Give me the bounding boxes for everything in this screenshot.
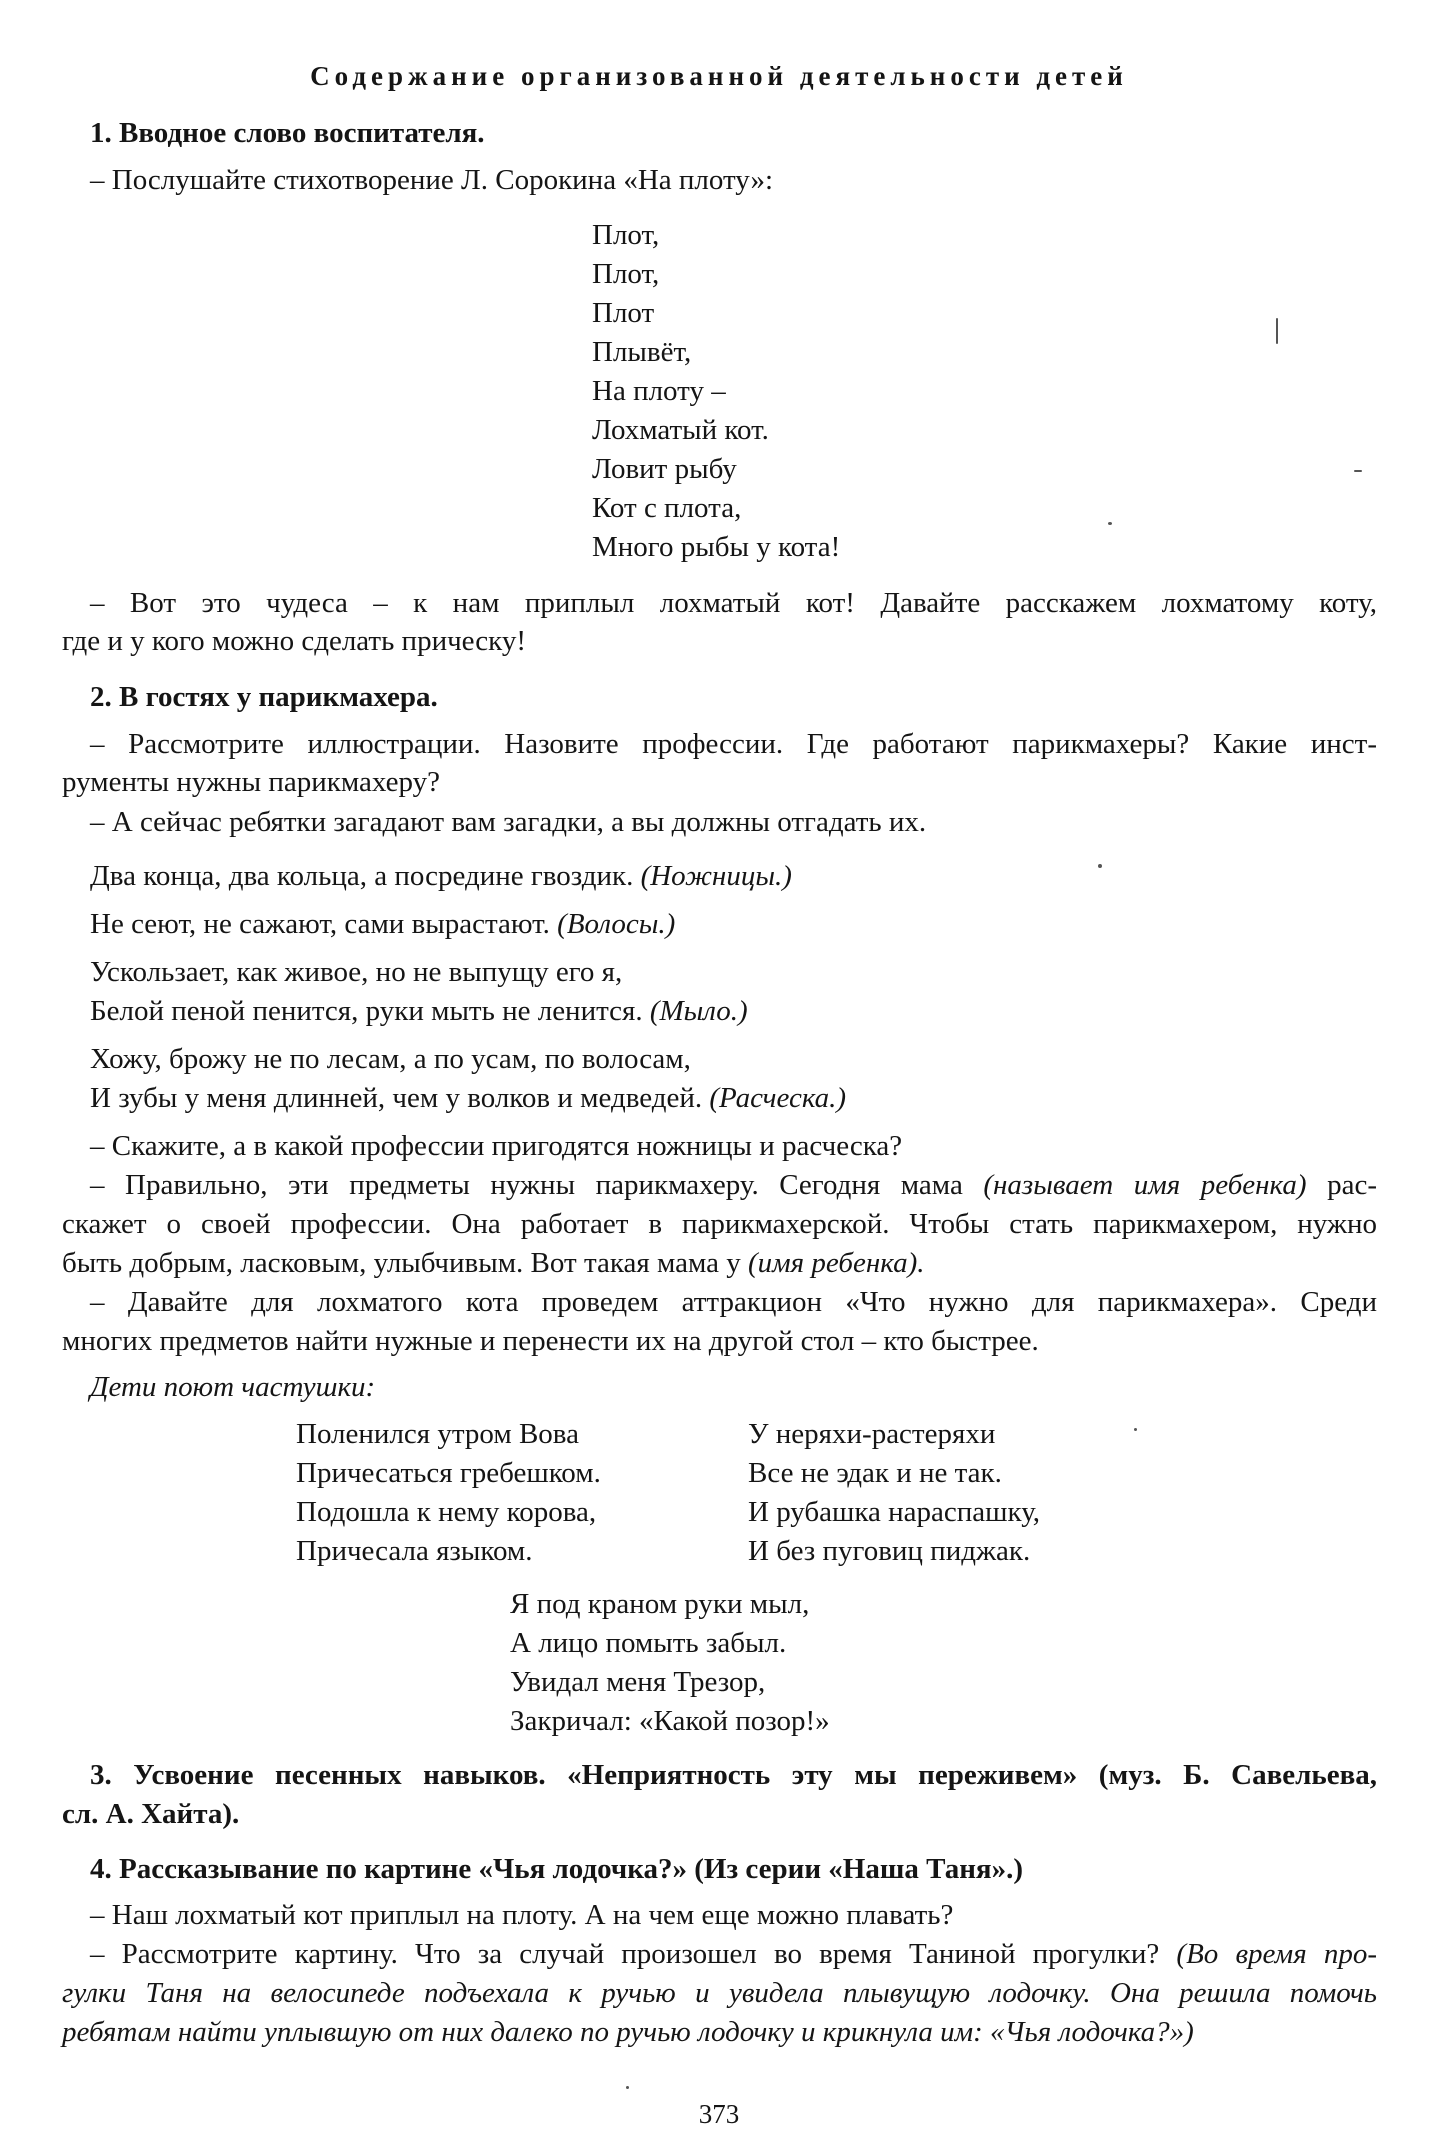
verse-line: Причесала языком. bbox=[296, 1535, 533, 1567]
verse-line: А лицо помыть забыл. bbox=[510, 1627, 787, 1659]
scan-mark bbox=[1354, 470, 1362, 472]
riddle-line: Белой пеной пенится, руки мыть не ленится. (Мыло.) bbox=[90, 995, 748, 1027]
paragraph-line: – Давайте для лохматого кота проведем аттракцион «Что нужно для парикмахера». Среди bbox=[90, 1286, 1377, 1318]
scan-mark bbox=[1134, 1428, 1137, 1431]
verse-line: Закричал: «Какой позор!» bbox=[510, 1705, 830, 1737]
paragraph-line: ребятам найти уплывшую от них далеко по ручью лодочку и крикнула им: «Чья лодочка?») bbox=[62, 2016, 1194, 2048]
verse-line: У неряхи-растеряхи bbox=[748, 1418, 996, 1450]
paragraph-line: – Рассмотрите картину. Что за случай произошел во время Таниной прогулки? (Во время про- bbox=[90, 1938, 1377, 1970]
children-sing: Дети поют частушки: bbox=[90, 1371, 376, 1403]
paragraph-line: гулки Таня на велосипеде подъехала к ручью и увидела плывущую лодочку. Она решила помочь bbox=[62, 1977, 1377, 2009]
page-heading: Содержание организованной деятельности детей bbox=[310, 61, 1128, 91]
section-3-title: 3. Усвоение песенных навыков. «Неприятность эту мы переживем» (муз. Б. Савельева, bbox=[90, 1759, 1377, 1791]
poem-line: На плоту – bbox=[592, 375, 726, 407]
page-number: 373 bbox=[698, 2099, 740, 2129]
scan-mark bbox=[626, 2086, 629, 2089]
section-4-title: 4. Рассказывание по картине «Чья лодочка?» (Из серии «Наша Таня».) bbox=[90, 1853, 1023, 1885]
poem-line: Плот, bbox=[592, 258, 660, 290]
paragraph-line: – Наш лохматый кот приплыл на плоту. А на чем еще можно плавать? bbox=[90, 1899, 954, 1931]
paragraph-line: – Правильно, эти предметы нужны парикмахеру. Сегодня мама (называет имя ребенка) рас- bbox=[90, 1169, 1377, 1201]
poem-line: Кот с плота, bbox=[592, 492, 742, 524]
scan-mark bbox=[1098, 864, 1102, 868]
verse-line: Все не эдак и не так. bbox=[748, 1457, 1002, 1489]
riddle-line: Не сеют, не сажают, сами вырастают. (Волосы.) bbox=[90, 908, 676, 940]
paragraph-line: быть добрым, ласковым, улыбчивым. Вот такая мама у (имя ребенка). bbox=[62, 1247, 925, 1279]
verse-line: Причесаться гребешком. bbox=[296, 1457, 601, 1489]
verse-line: Поленился утром Вова bbox=[296, 1418, 579, 1450]
paragraph-line: рументы нужны парикмахеру? bbox=[62, 766, 440, 798]
paragraph-line: – Скажите, а в какой профессии пригодятся ножницы и расческа? bbox=[90, 1130, 903, 1162]
paragraph-line: – Вот это чудеса – к нам приплыл лохматый кот! Давайте расскажем лохматому коту, bbox=[90, 587, 1377, 619]
riddle-line: Хожу, брожу не по лесам, а по усам, по волосам, bbox=[90, 1043, 691, 1075]
paragraph-line: многих предметов найти нужные и перенести их на другой стол – кто быстрее. bbox=[62, 1325, 1039, 1357]
riddle-answer: (Ножницы.) bbox=[640, 860, 792, 892]
riddle-answer: (Волосы.) bbox=[557, 908, 676, 940]
scan-mark bbox=[1276, 318, 1278, 344]
scan-mark bbox=[1108, 522, 1112, 525]
riddle-answer: (Мыло.) bbox=[649, 995, 748, 1027]
section-3-title-cont: сл. А. Хайта). bbox=[62, 1798, 240, 1830]
verse-line: И без пуговиц пиджак. bbox=[748, 1535, 1031, 1567]
verse-line: Увидал меня Трезор, bbox=[510, 1666, 766, 1698]
paragraph-line: – Рассмотрите иллюстрации. Назовите профессии. Где работают парикмахеры? Какие инст- bbox=[90, 728, 1377, 760]
riddle-line: Ускользает, как живое, но не выпущу его я, bbox=[90, 956, 623, 988]
poem-line: Много рыбы у кота! bbox=[592, 531, 841, 563]
verse-line: И рубашка нараспашку, bbox=[748, 1496, 1041, 1528]
poem-line: Ловит рыбу bbox=[592, 453, 737, 485]
section-1-title: 1. Вводное слово воспитателя. bbox=[90, 117, 485, 149]
poem-line: Плот, bbox=[592, 219, 660, 251]
verse-line: Я под краном руки мыл, bbox=[510, 1588, 810, 1620]
poem-line: Плывёт, bbox=[592, 336, 692, 368]
paragraph-line: скажет о своей профессии. Она работает в парикмахерской. Чтобы стать парикмахером, нужно bbox=[62, 1208, 1377, 1240]
section-2-title: 2. В гостях у парикмахера. bbox=[90, 681, 438, 713]
riddle-line: Два конца, два кольца, а посредине гвоздик. (Ножницы.) bbox=[90, 860, 792, 892]
paragraph-line: – А сейчас ребятки загадают вам загадки, а вы должны отгадать их. bbox=[90, 806, 927, 838]
riddle-answer: (Расческа.) bbox=[709, 1082, 847, 1114]
poem-line: Плот bbox=[592, 297, 655, 329]
riddle-line: И зубы у меня длинней, чем у волков и медведей. (Расческа.) bbox=[90, 1082, 847, 1114]
verse-line: Подошла к нему корова, bbox=[296, 1496, 597, 1528]
poem-line: Лохматый кот. bbox=[592, 414, 769, 446]
paragraph-line: где и у кого можно сделать прическу! bbox=[62, 625, 526, 657]
section-1-intro: – Послушайте стихотворение Л. Сорокина «На плоту»: bbox=[90, 164, 774, 196]
